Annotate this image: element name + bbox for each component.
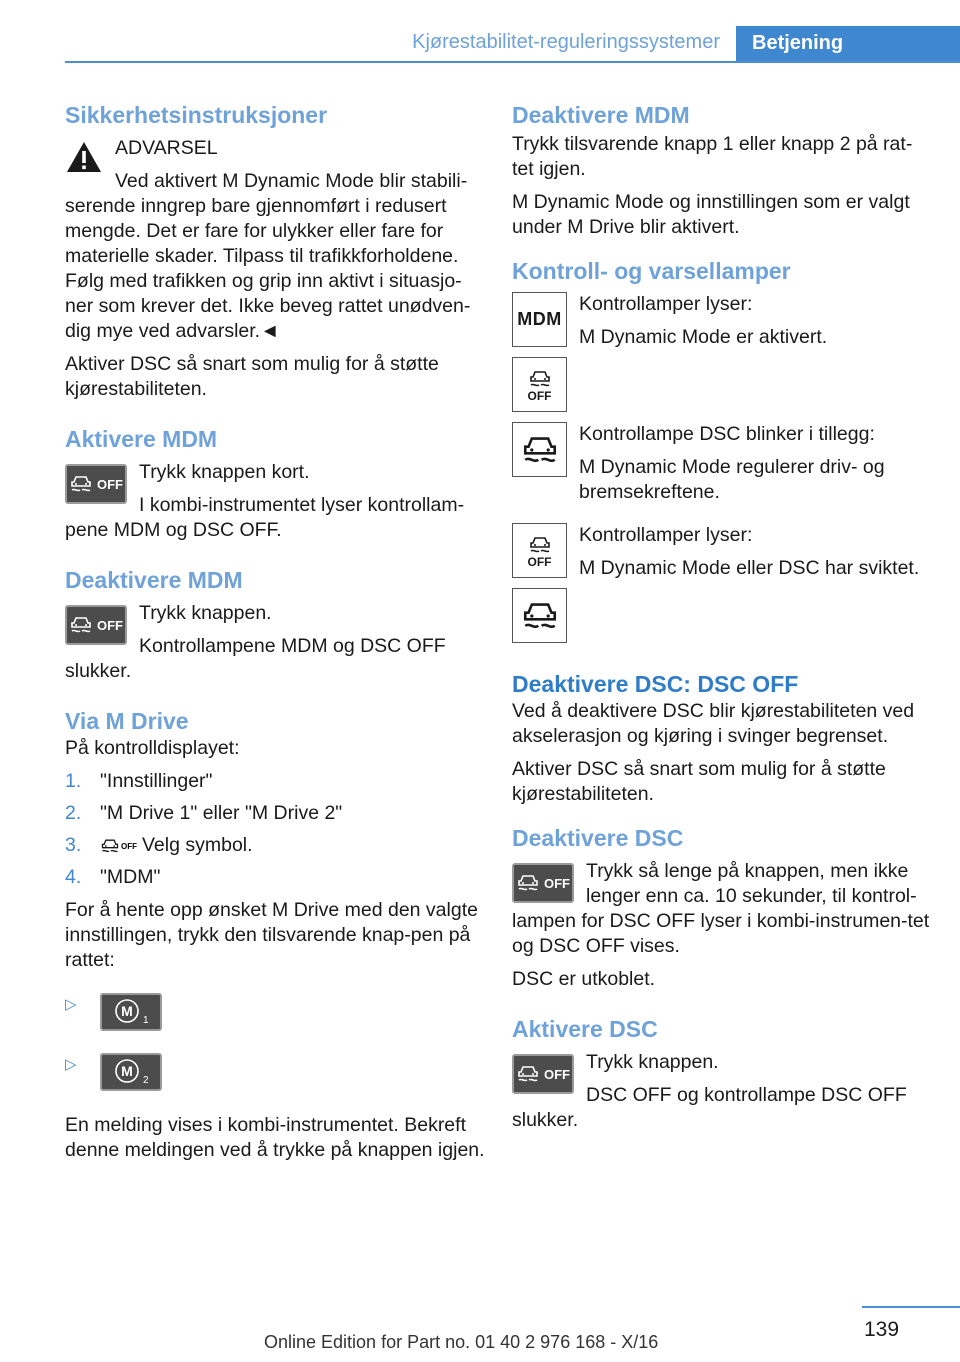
safety-heading: Sikkerhetsinstruksjoner	[65, 102, 328, 128]
dsc-off-heading: Deaktivere DSC: DSC OFF	[512, 671, 799, 697]
activate-step: Trykk knappen kort.	[139, 461, 310, 483]
m-button-number: 1	[143, 1015, 149, 1026]
m-button-number: 2	[143, 1075, 149, 1086]
svg-text:M: M	[121, 1003, 133, 1019]
car-skid-icon	[69, 473, 93, 495]
svg-text:OFF: OFF	[121, 842, 137, 851]
deactivate-result-right: M Dynamic Mode og innstillingen som er valgt under M Drive blir aktivert.	[512, 191, 910, 238]
dsc-off-lamp-icon: OFF	[512, 523, 567, 578]
activate-dsc-block	[512, 1050, 932, 1133]
lamp-row-3	[512, 523, 932, 643]
svg-text:M: M	[121, 1063, 133, 1079]
act-dsc-result: DSC OFF og kontrollampe DSC OFF slukker.	[512, 1084, 907, 1131]
dsc-off-symbol-icon	[100, 835, 137, 857]
dscoff-text: Ved å deaktivere DSC blir kjørestabiliteten ved akselerasjon og kjøring i svinger begrenset.	[512, 700, 915, 747]
deactivate-mdm-heading-right: Deaktivere MDM	[512, 102, 690, 128]
dsc-lamp-icon	[512, 588, 567, 643]
lamp3-title: Kontrollamper lyser:	[579, 524, 753, 546]
dsc-lamp-icon	[512, 422, 567, 477]
warning-text-first: Ved aktivert M Dynamic Mode blir stabili-	[115, 170, 468, 192]
recall-text: For å hente opp ønsket M Drive med den valgte innstillingen, trykk den tilsvarende knap-pen på rattet:	[65, 899, 478, 971]
lamps-heading: Kontroll- og varsellamper	[512, 258, 791, 284]
m-circle-icon	[109, 997, 153, 1027]
off-label: OFF	[544, 1066, 570, 1082]
lamp1-text: M Dynamic Mode er aktivert.	[579, 326, 828, 348]
m-drive-steps	[65, 769, 485, 890]
bullet-triangle-icon: ▷	[65, 996, 77, 1013]
dscoff-note: Aktiver DSC så snart som mulig for å støtte kjørestabiliteten.	[512, 758, 886, 805]
deactivate-mdm-block	[65, 601, 485, 684]
dsc-off-button[interactable]	[65, 464, 127, 504]
via-intro: På kontrolldisplayet:	[65, 737, 240, 759]
lamp-row-2	[512, 422, 932, 513]
m2-button[interactable]	[100, 1053, 162, 1091]
footer-edition: Online Edition for Part no. 01 40 2 976 168 - X/16	[264, 1332, 659, 1352]
list-item	[65, 1053, 485, 1091]
car-skid-icon	[69, 614, 93, 636]
off-label: OFF	[544, 875, 570, 891]
mdm-lamp-icon: MDM	[512, 292, 567, 347]
deactivate-dsc-heading: Deaktivere DSC	[512, 825, 684, 851]
act-dsc-step: Trykk knappen.	[586, 1051, 719, 1073]
warning-text: serende inngrep bare gjennomført i redusert mengde. Det er fare for ulykker eller fare for materielle skader. Tilpass til trafikkforholdene. Følg med trafikken og grip inn aktivt i situasjo-ner som krever det. Ikke beveg rattet unødven-dig mye ved advarsler.◄	[65, 195, 471, 342]
car-skid-icon	[516, 872, 540, 894]
m-circle-icon	[109, 1057, 153, 1087]
header-section-title: Kjørestabilitet-reguleringssystemer	[412, 31, 720, 53]
lamp3-text: M Dynamic Mode eller DSC har sviktet.	[579, 557, 920, 579]
left-column	[65, 100, 485, 1171]
activate-result: I kombi-instrumentet lyser kontrollam-pene MDM og DSC OFF.	[65, 494, 465, 541]
dsc-off-button[interactable]	[512, 1054, 574, 1094]
deact-dsc-result: DSC er utkoblet.	[512, 968, 656, 990]
warning-label: ADVARSEL	[115, 137, 218, 159]
dsc-off-button[interactable]	[65, 605, 127, 645]
activate-mdm-block	[65, 460, 485, 543]
off-label: OFF	[97, 476, 123, 492]
dsc-note: Aktiver DSC så snart som mulig for å støtte kjørestabiliteten.	[65, 353, 439, 400]
car-skid-icon	[516, 1063, 540, 1085]
deactivate-result: Kontrollampene MDM og DSC OFF slukker.	[65, 635, 446, 682]
list-item: 1. "Innstillinger"	[65, 770, 213, 792]
via-m-drive-heading: Via M Drive	[65, 708, 189, 734]
lamp1-title: Kontrollamper lyser:	[579, 293, 753, 315]
list-item: 3. OFF Velg symbol.	[65, 834, 253, 856]
dsc-off-lamp-icon: OFF	[512, 357, 567, 412]
activate-dsc-heading: Aktivere DSC	[512, 1016, 658, 1042]
deactivate-mdm-heading: Deaktivere MDM	[65, 567, 243, 593]
header-chapter-tab[interactable]: Betjening	[736, 26, 960, 61]
list-item	[65, 993, 485, 1031]
page-header	[65, 26, 960, 62]
deactivate-text: Trykk tilsvarende knapp 1 eller knapp 2 på rat-tet igjen.	[512, 133, 913, 180]
bullet-triangle-icon: ▷	[65, 1056, 77, 1073]
warning-triangle-icon	[65, 140, 103, 174]
footer-rule	[862, 1306, 960, 1308]
confirm-text: En melding vises i kombi-instrumentet. Bekreft denne meldingen ved å trykke på knappen igjen.	[65, 1114, 485, 1161]
warning-block	[65, 136, 485, 344]
m1-button[interactable]	[100, 993, 162, 1031]
deactivate-step: Trykk knappen.	[139, 602, 272, 624]
activate-mdm-heading: Aktivere MDM	[65, 426, 218, 452]
list-item: 2. "M Drive 1" eller "M Drive 2"	[65, 802, 343, 824]
right-column	[512, 100, 932, 1141]
lamp2-text: M Dynamic Mode regulerer driv- og bremsekreftene.	[579, 456, 885, 503]
deact-dsc-text: Trykk så lenge på knappen, men ikke lenger enn ca. 10 sekunder, til kontrol-lampen for DSC OFF lyser i kombi-instrumen-tet og DSC OFF vises.	[512, 860, 930, 957]
dsc-off-button[interactable]	[512, 863, 574, 903]
page-number: 139	[864, 1318, 900, 1341]
lamp2-title: Kontrollampe DSC blinker i tillegg:	[579, 423, 875, 445]
off-label: OFF	[97, 617, 123, 633]
list-item: 4. "MDM"	[65, 866, 161, 888]
deactivate-dsc-block	[512, 859, 932, 992]
header-rule	[65, 61, 960, 63]
lamp-row-1	[512, 292, 932, 412]
